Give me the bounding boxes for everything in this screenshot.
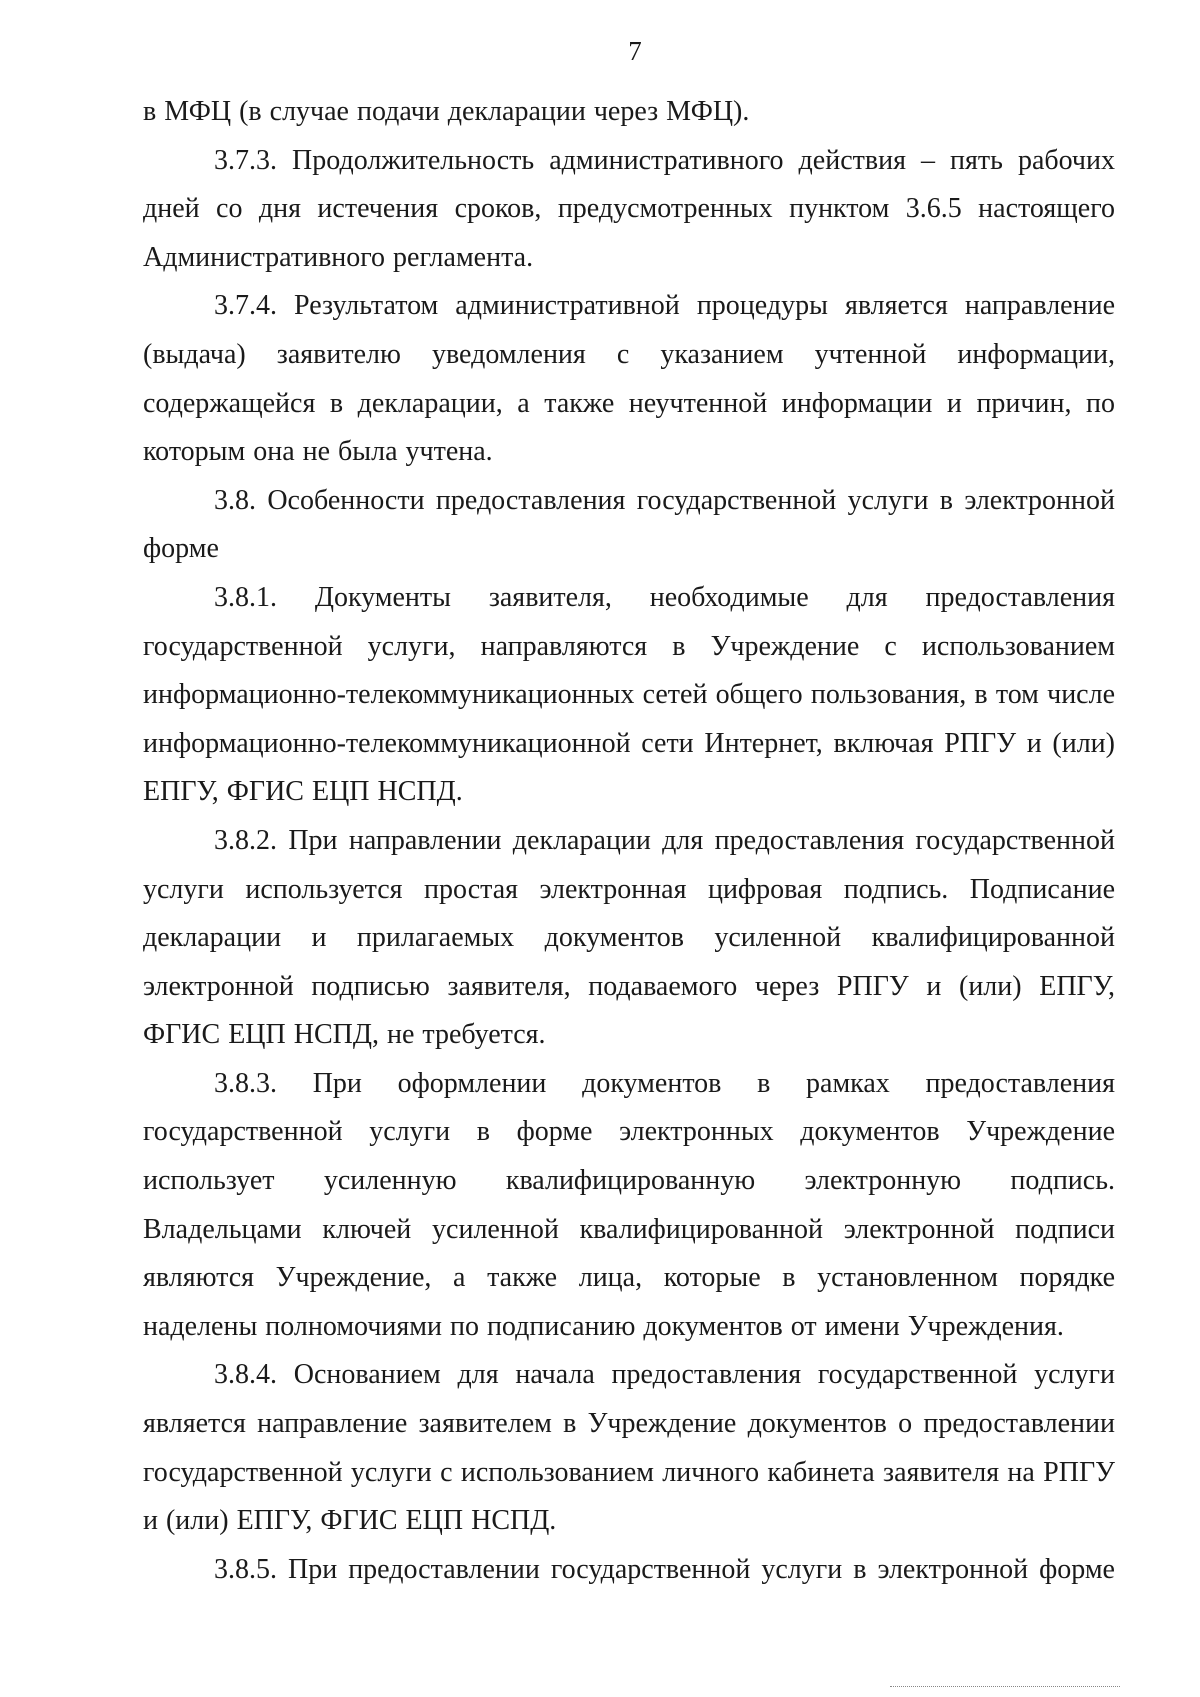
paragraph-3-8-3: 3.8.3. При оформлении документов в рамках предоставления государственной услуги в форме электронных документов Учреждение использует усиленную квалифицированную электронную подпись. Владельцами ключей усиленной квалифицированной электронной подписи являются Учреждение, а также лица, которые в установленном порядке наделены полномочиями по подписанию документов от имени Учреждения. [143, 1067, 1115, 1342]
paragraph-3-7-3: 3.7.3. Продолжительность административного действия – пять рабочих дней со дня истечения сроков, предусмотренных пунктом 3.6.5 настоящего Административного регламента. [143, 144, 1115, 273]
paragraph-3-8-heading: 3.8. Особенности предоставления государственной услуги в электронной форме [143, 484, 1115, 565]
paragraph-3-7-4: 3.7.4. Результатом административной процедуры является направление (выдача) заявителю уведомления с указанием учтенной информации, содержащейся в декларации, а также неучтенной информации и причин, по которым она не была учтена. [143, 290, 1115, 468]
document-body [143, 88, 1115, 1594]
paragraph-3-8-4: 3.8.4. Основанием для начала предоставления государственной услуги является направление заявителем в Учреждение документов о предоставлении государственной услуги с использованием личного кабинета заявителя на РПГУ и (или) ЕПГУ, ФГИС ЕЦП НСПД. [143, 1359, 1115, 1537]
scan-artifact-rule [890, 1686, 1120, 1687]
page-number: 7 [628, 36, 642, 66]
paragraph-3-8-5: 3.8.5. При предоставлении государственной услуги в электронной форме [214, 1553, 1115, 1585]
paragraph-3-8-2: 3.8.2. При направлении декларации для предоставления государственной услуги используется простая электронная цифровая подпись. Подписание декларации и прилагаемых документов усиленной квалифицированной электронной подписью заявителя, подаваемого через РПГУ и (или) ЕПГУ, ФГИС ЕЦП НСПД, не требуется. [143, 824, 1115, 1051]
paragraph-3-8-1: 3.8.1. Документы заявителя, необходимые для предоставления государственной услуги, направляются в Учреждение с использованием информационно-телекоммуникационных сетей общего пользования, в том числе информационно-телекоммуникационной сети Интернет, включая РПГУ и (или) ЕПГУ, ФГИС ЕЦП НСПД. [143, 581, 1115, 808]
paragraph-continuation: в МФЦ (в случае подачи декларации через МФЦ). [143, 96, 750, 127]
